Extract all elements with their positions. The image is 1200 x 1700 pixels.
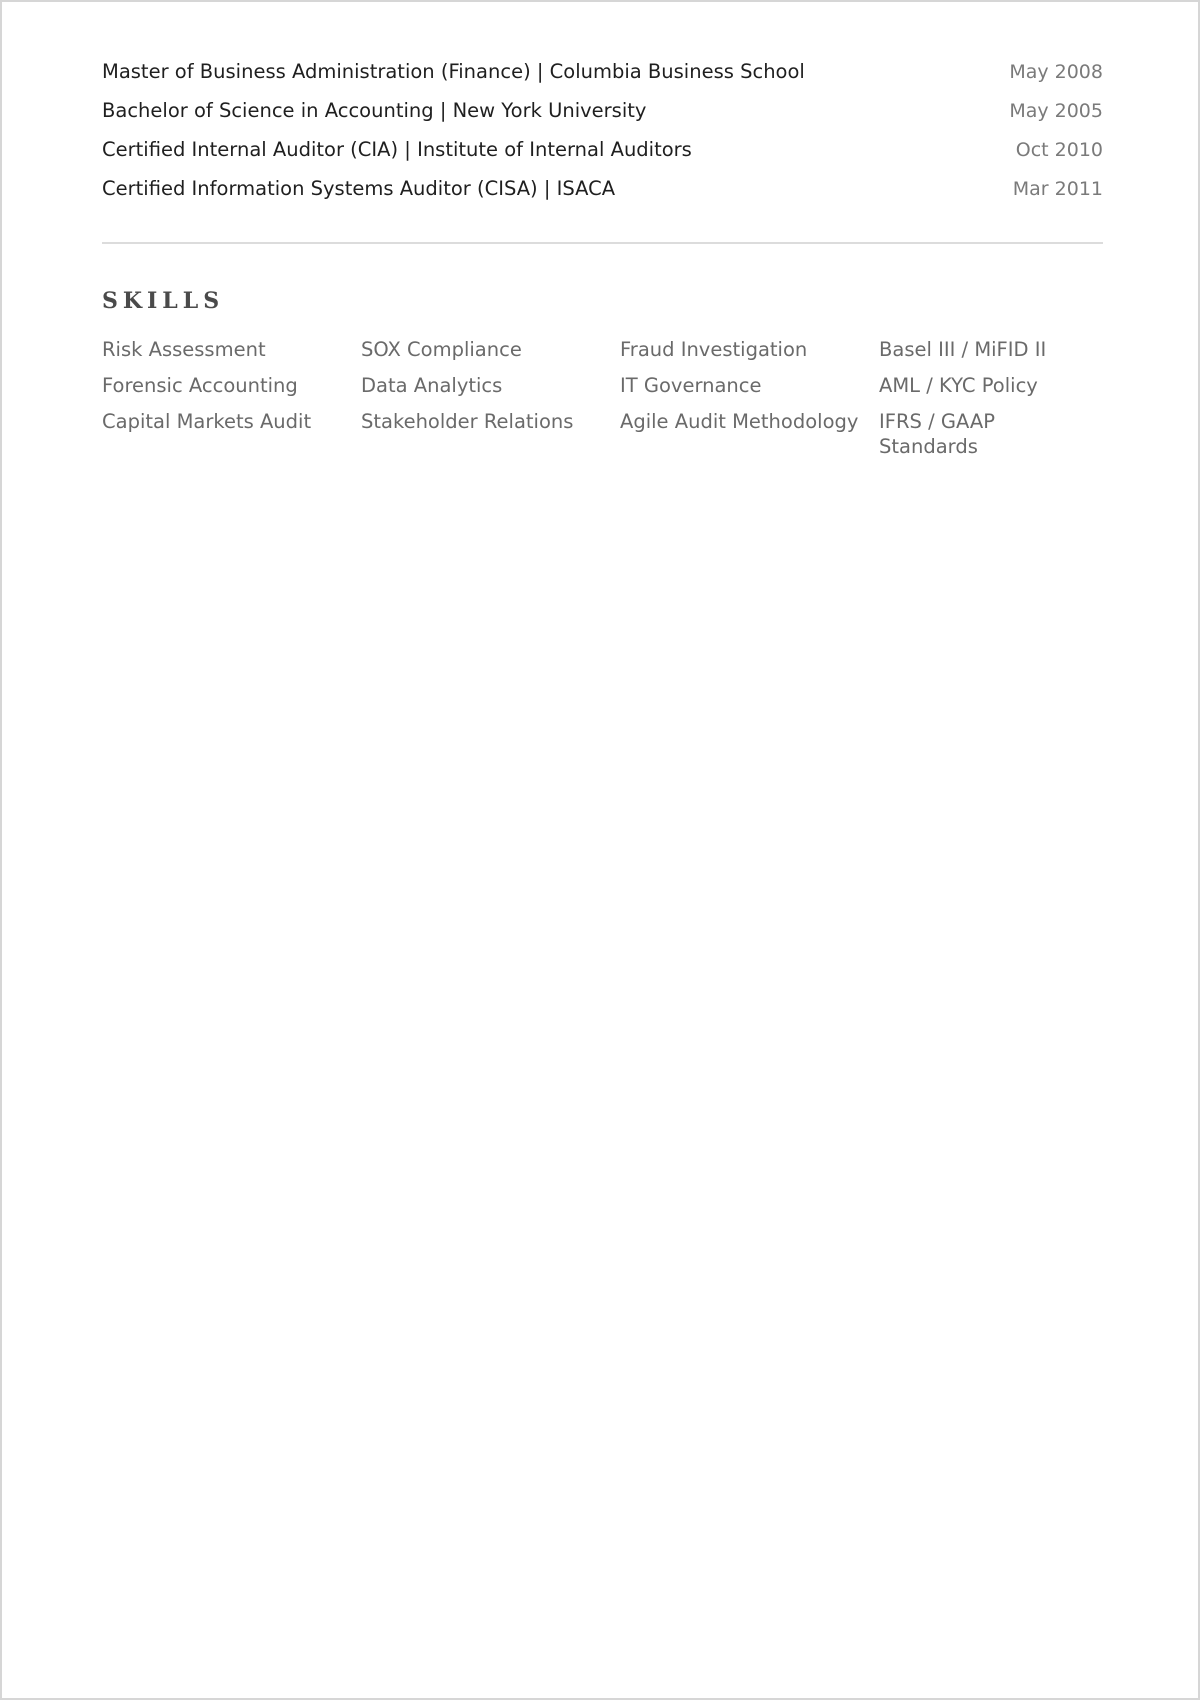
skill-item: AML / KYC Policy	[879, 374, 1038, 397]
education-title: Certified Internal Auditor (CIA) | Institute of Internal Auditors	[102, 138, 692, 161]
education-item	[102, 138, 1103, 177]
education-title: Certified Information Systems Auditor (CISA) | ISACA	[102, 177, 616, 200]
skill-item: Basel III / MiFID II	[879, 338, 1047, 361]
skills-grid	[102, 337, 1103, 459]
education-date: Mar 2011	[1012, 178, 1103, 200]
skill-item: Risk Assessment	[102, 338, 266, 361]
education-list	[102, 60, 1103, 216]
skill-item: IFRS / GAAP Standards	[879, 410, 995, 458]
skill-item: Capital Markets Audit	[102, 410, 312, 433]
skill-item: Agile Audit Methodology	[620, 410, 859, 433]
education-title: Bachelor of Science in Accounting | New York University	[102, 99, 647, 122]
skill-item: Forensic Accounting	[102, 374, 298, 397]
skill-item: Stakeholder Relations	[361, 410, 574, 433]
education-date: Oct 2010	[1015, 139, 1103, 161]
skills-heading: SKILLS	[102, 288, 225, 314]
resume-content	[102, 60, 1103, 459]
education-date: May 2005	[1009, 100, 1103, 122]
education-date: May 2008	[1009, 61, 1103, 83]
education-item	[102, 177, 1103, 216]
education-item	[102, 99, 1103, 138]
section-divider	[102, 242, 1103, 244]
education-item	[102, 60, 1103, 99]
skill-item: SOX Compliance	[361, 338, 522, 361]
education-title: Master of Business Administration (Finance) | Columbia Business School	[102, 60, 805, 83]
skill-item: Data Analytics	[361, 374, 503, 397]
skill-item: IT Governance	[620, 374, 762, 397]
skill-item: Fraud Investigation	[620, 338, 808, 361]
